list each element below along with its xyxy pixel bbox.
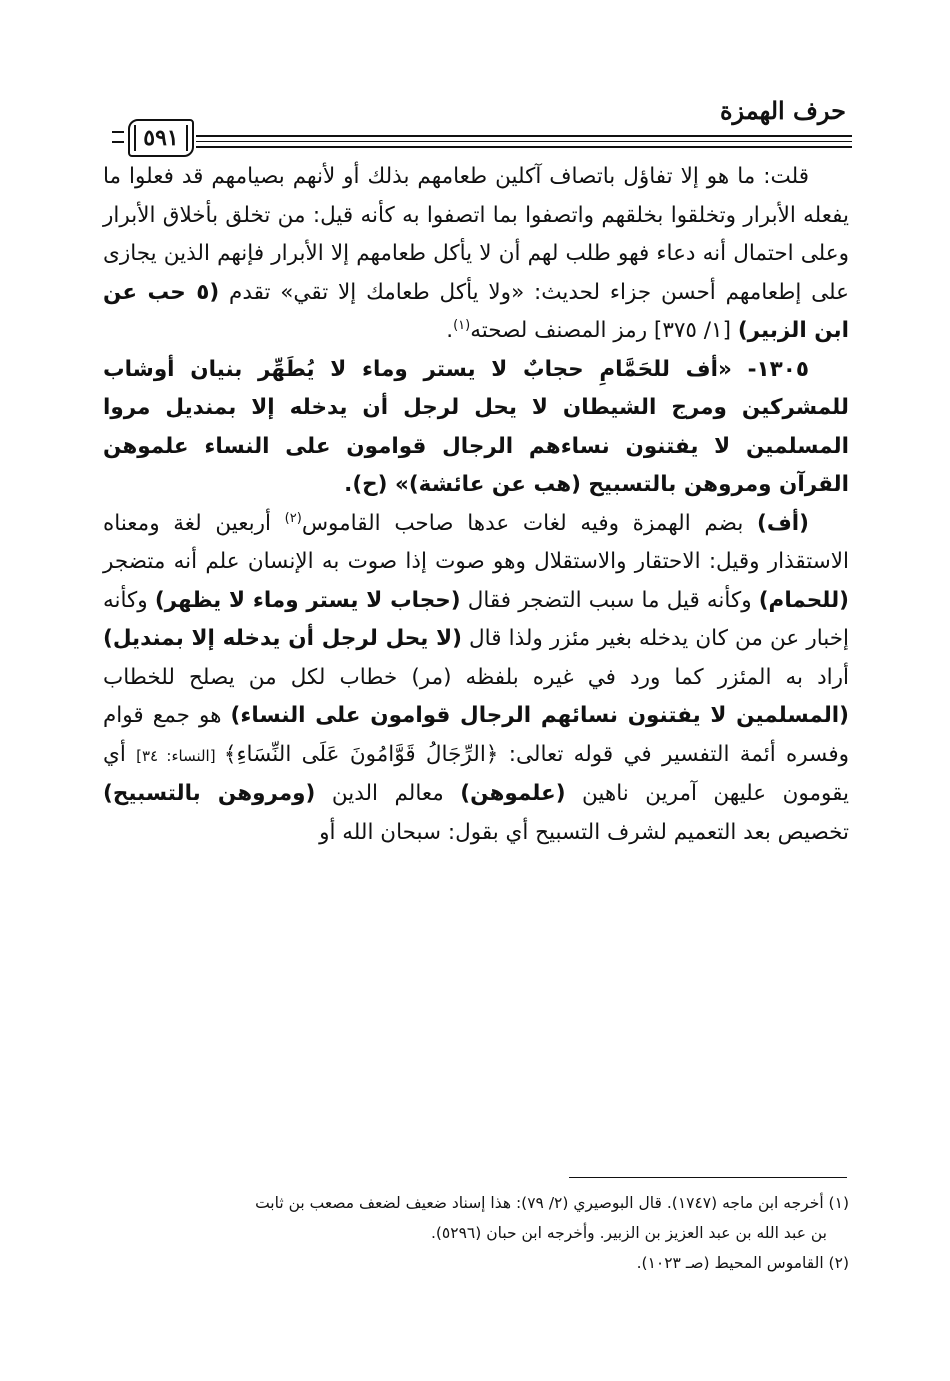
footnote-marker-1[interactable]: (١) [453,317,471,333]
commentary-paragraph: (أف) بضم الهمزة وفيه لغات عدها صاحب القاموس$^{(٢)}$ أربعين لغة ومعناه الاستقذار وقيل: الاحتقار والاستقلال وهو صوت إذا صوت به الإنسان علم أنه متضجر (للحمام) وكأنه قيل ما سبب التضجر فقال (حجاب لا يستر وماء لا يظهر) وكأنه إخبار عن من كان يدخله بغير مئزر ولذا قال (لا يحل لرجل أن يدخله إلا بمنديل) أراد به المئزر كما ورد في غيره بلفظه (مر) خطاب لكل من يصلح للخطاب (المسلمين لا يفتنون نسائهم الرجال قوامون على النساء) هو جمع قوام وفسره أئمة التفسير في قوله تعالى: ﴿الرِّجَالُ قَوَّامُونَ عَلَى النِّسَاءِ﴾ [النساء: ٣٤] أي يقومون عليهن آمرين ناهين (علموهن) معالم الدين (ومروهن بالتسبيح) تخصيص بعد التعميم لشرف التسبيح أي بقول: سبحان الله أو [103,510,850,845]
quran-source: [النساء: ٣٤] [136,746,224,765]
commentary-paragraph: قلت: ما هو إلا تفاؤل باتصاف آكلين طعامهم بذلك أو لأنهم بصيامهم قد فعلوا ما يفعله الأبرار وتخلقوا بخلقهم واتصفوا بما اتصفوا به كأنه قيل: من تخلق بأخلاق الأبرار وعلى احتمال أنه دعاء فهو طلب لهم أن لا يأكل طعامهم إلا الأبرار فإنهم الذين يجازى على إطعامهم أحسن جزاء لحديث: «ولا يأكل طعامك إلا تقي» تقدم (٥ حب عن ابن الزبير) [١/ ٣٧٥] رمز المصنف لصحته$^{(١)}$. [103,164,849,343]
hadith-entry-text: ١٣٠٥- «أف للحَمَّامِ حجابٌ لا يستر وماء لا يُطَهِّر بنيان أوشاب للمشركين ومرج الشيطان لا يحل لرجل أن يدخله إلا بمنديل مروا المسلمين لا يفتنون نساءهم الرجال قوامون على النساء علموهن القرآن ومروهن بالتسبيح (هب عن عائشة)» (ح). [103,356,849,497]
page-number-frame [128,119,194,157]
footnote-1-continued: بن عبد الله بن عبد العزيز بن الزبير. وأخرجه ابن حبان (٥٢٩٦). [430,1224,827,1242]
footnotes [103,1188,849,1278]
footnote-divider [569,1177,847,1178]
page-header-title: حرف الهمزة [719,96,846,125]
footnote-marker-2[interactable]: (٢) [284,510,302,526]
quran-quote: ﴿الرِّجَالُ قَوَّامُونَ عَلَى النِّسَاءِ﴾ [223,741,499,767]
hadith-entry [103,351,849,505]
page-number: ٥٩١ [143,125,179,151]
header-rule [196,146,852,148]
footnote-2: (٢) القاموس المحيط (صـ ١٠٢٣). [636,1254,849,1272]
footnote-1: (١) أخرجه ابن ماجه (١٧٤٧). قال البوصيري (٢/ ٧٩): هذا إسناد ضعيف لضعف مصعب بن ثابت [255,1194,849,1212]
header-ornament [112,131,124,143]
header-rule [196,141,852,142]
hadith-reference: (٥ حب عن ابن الزبير) [103,279,849,343]
main-text [103,158,849,852]
header-rule [196,135,852,137]
